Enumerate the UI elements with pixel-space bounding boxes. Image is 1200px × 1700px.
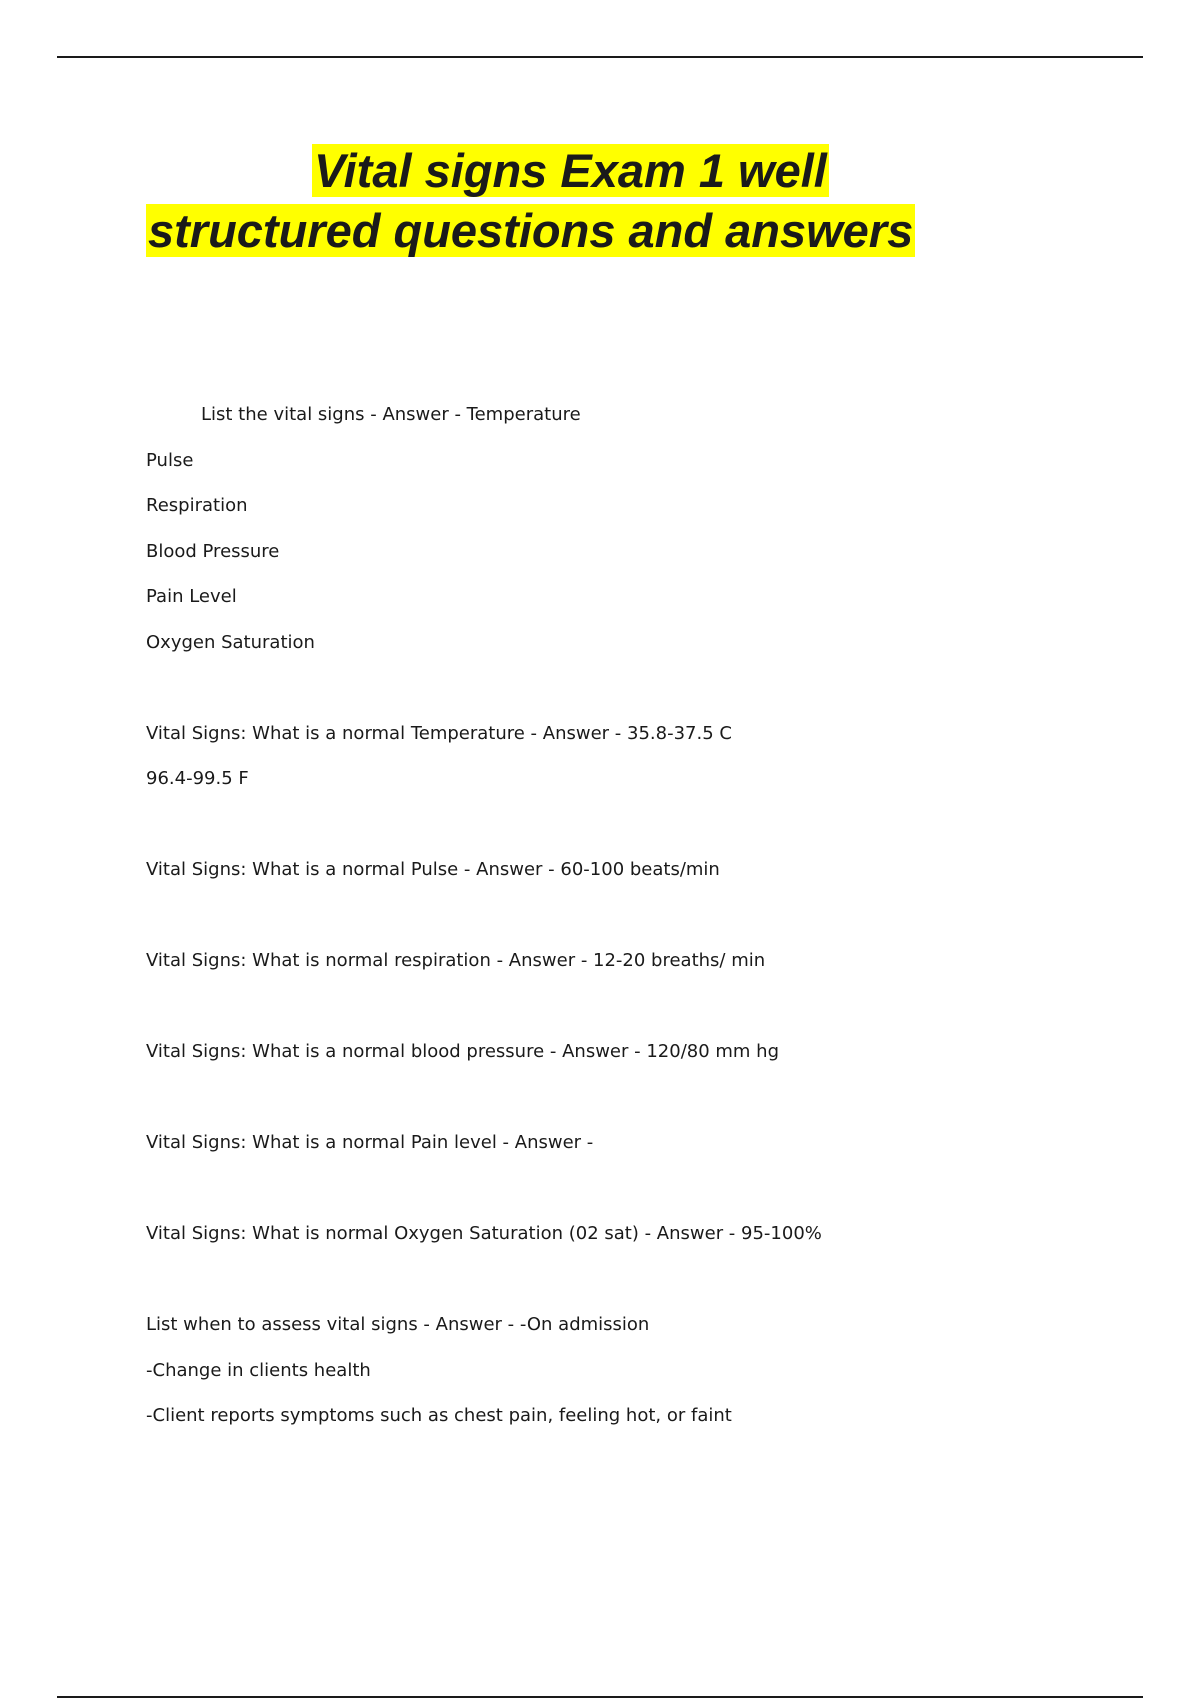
question-when-to-assess: List when to assess vital signs - Answer - -On admission	[146, 1314, 650, 1335]
title-line-2: structured questions and answers	[148, 204, 914, 257]
question-normal-pain-level: Vital Signs: What is a normal Pain level - Answer -	[146, 1132, 594, 1153]
footer-rule	[57, 1696, 1143, 1698]
document-title	[146, 141, 1066, 261]
header-rule	[57, 56, 1143, 58]
question-normal-pulse: Vital Signs: What is a normal Pulse - Answer - 60-100 beats/min	[146, 859, 720, 880]
question-normal-temperature: Vital Signs: What is a normal Temperature - Answer - 35.8-37.5 C	[146, 723, 732, 744]
title-line-1: Vital signs Exam 1 well	[314, 144, 827, 197]
answer-line-client-reports-symptoms: -Client reports symptoms such as chest pain, feeling hot, or faint	[146, 1405, 732, 1426]
answer-line-pulse: Pulse	[146, 450, 194, 471]
answer-line-blood-pressure: Blood Pressure	[146, 541, 280, 562]
question-vital-signs-list: List the vital signs - Answer - Temperature	[201, 404, 581, 425]
question-normal-oxygen-saturation: Vital Signs: What is normal Oxygen Saturation (02 sat) - Answer - 95-100%	[146, 1223, 822, 1244]
answer-line-temperature-f: 96.4-99.5 F	[146, 768, 249, 789]
answer-line-pain-level: Pain Level	[146, 586, 237, 607]
answer-line-oxygen-saturation: Oxygen Saturation	[146, 632, 315, 653]
answer-line-respiration: Respiration	[146, 495, 248, 516]
question-normal-respiration: Vital Signs: What is normal respiration - Answer - 12-20 breaths/ min	[146, 950, 766, 971]
answer-line-change-in-health: -Change in clients health	[146, 1360, 371, 1381]
question-normal-blood-pressure: Vital Signs: What is a normal blood pressure - Answer - 120/80 mm hg	[146, 1041, 780, 1062]
